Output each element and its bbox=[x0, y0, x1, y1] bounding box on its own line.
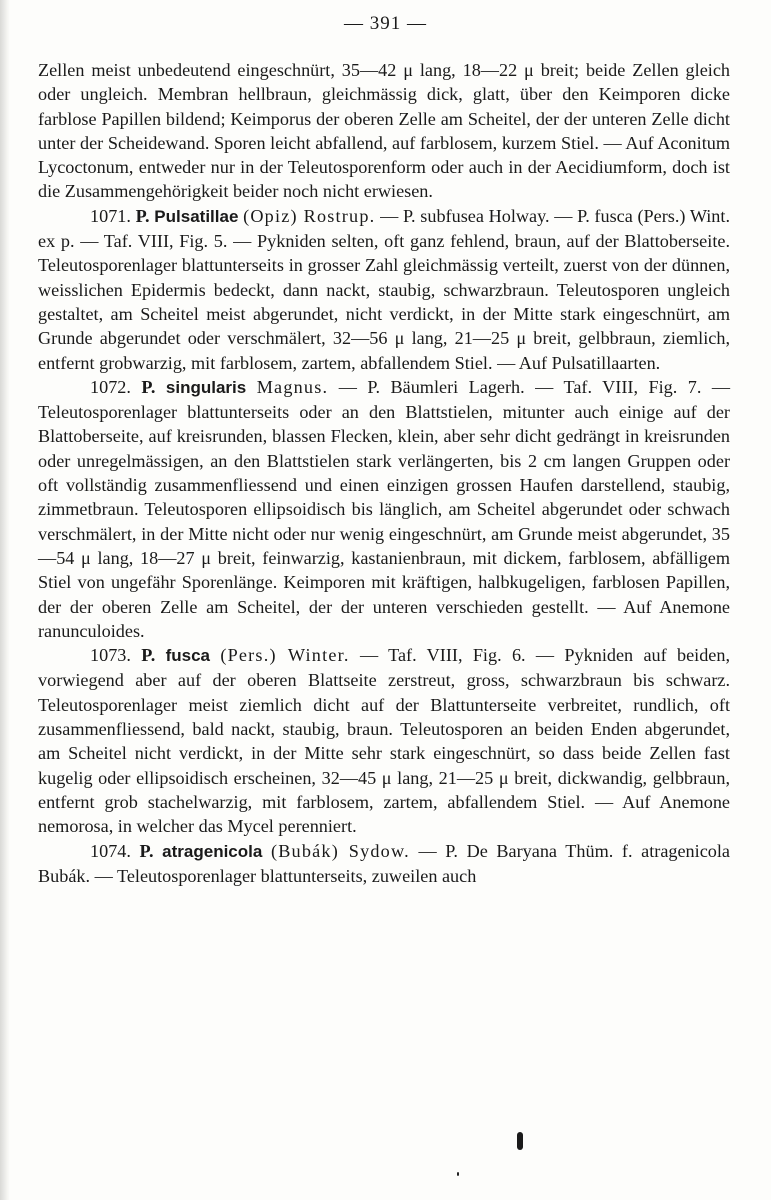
entry-number: 1071. bbox=[90, 205, 131, 226]
entry-genus: P. bbox=[135, 205, 150, 226]
entry-species: fusca bbox=[165, 646, 210, 666]
entry-genus: P. bbox=[141, 376, 156, 397]
entry-1074 bbox=[38, 839, 730, 889]
intro-paragraph: Zellen meist unbedeutend eingeschnürt, 35—42 μ lang, 18—22 μ breit; beide Zellen gleich oder ungleich. Membran hellbraun, gleichmässig dick, glatt, über den Keimporen dicke farblose Papillen bildend; Keimporus der oberen Zelle am Scheitel, der der unteren Zelle dicht unter der Scheidewand. Sporen leicht abfallend, auf farblosem, kurzem Stiel. — Auf Aconitum Lycoctonum, entweder nur in der Teleutosporenform oder auch in der Aecidiumform, doch ist die Zusammengehörigkeit beider noch nicht erwiesen. bbox=[38, 60, 730, 202]
entry-genus: P. bbox=[141, 645, 156, 666]
ink-speck bbox=[517, 1132, 523, 1150]
entry-number: 1072. bbox=[90, 376, 131, 397]
entry-author: (Bubák) Sydow. bbox=[270, 840, 410, 861]
entry-species: atragenicola bbox=[162, 841, 263, 861]
entry-number: 1074. bbox=[90, 840, 131, 861]
entry-genus: P. bbox=[139, 840, 154, 861]
entry-text: — P. De Baryana Thüm. f. atragenicola Bubák. — Teleutosporenlager blattunterseits, zuweilen auch bbox=[38, 840, 730, 886]
page-edge-shadow bbox=[0, 0, 10, 1200]
entry-author: Magnus. bbox=[256, 376, 329, 397]
text-body bbox=[38, 58, 730, 888]
entry-species: Pulsatillae bbox=[154, 206, 239, 226]
entry-species: singularis bbox=[165, 377, 247, 397]
entry-1073 bbox=[38, 643, 730, 838]
page-number: — 391 — bbox=[344, 13, 427, 34]
entry-1071 bbox=[38, 204, 730, 375]
entry-author: (Opiz) Rostrup. bbox=[243, 205, 376, 226]
entry-text: — Taf. VIII, Fig. 6. — Pykniden auf beiden, vorwiegend aber auf der oberen Blattseite zerstreut, gross, schwarzbraun bis schwarz. Teleutosporenlager meist ziemlich dicht auf der Blattunterseite verbreitet, rundlich, oft zusammenfliessend, bald nackt, staubig, braun. Teleutosporen an beiden Enden abgerundet, am Scheitel nicht verdickt, in der Mitte sehr stark eingeschnürt, so dass beide Zellen fast kugelig oder ellipsoidisch erscheinen, 32—45 μ lang, 21—25 μ breit, dickwandig, gelbbraun, entfernt grob stachelwarzig, mit farblosem, zartem, abfallendem Stiel. — Auf Anemone nemorosa, in welcher das Mycel perenniert. bbox=[38, 645, 731, 837]
entry-text: — P. subfusea Holway. — P. fusca (Pers.) Wint. ex p. — Taf. VIII, Fig. 5. — Pykniden selten, oft ganz fehlend, braun, auf der Blattoberseite. Teleutosporenlager blattunterseits in grosser Zahl gleichmässig verteilt, zuerst von der dünnen, weisslichen Epidermis bedeckt, dann nackt, staubig, schwarzbraun. Teleutosporen ungleich gestaltet, am Scheitel meist abgerundet, nicht verdickt, in der Mitte stark eingeschnürt, am Grunde abgerundet oder verschmälert, 32—56 μ lang, 21—25 μ breit, gelbbraun, ziemlich, entfernt grobwarzig, mit farblosem, zartem, abfallendem Stiel. — Auf Pulsatillaarten. bbox=[38, 205, 730, 373]
entry-1072 bbox=[38, 375, 730, 643]
entry-author: (Pers.) Winter. bbox=[220, 645, 350, 666]
ink-speck bbox=[457, 1172, 459, 1176]
entry-number: 1073. bbox=[90, 645, 131, 666]
entry-text: — P. Bäumleri Lagerh. — Taf. VIII, Fig. 7. — Teleutosporenlager blattunterseits oder an den Blattstielen, mitunter auch einige auf der Blattoberseite, auf kreisrunden, blassen Flecken, klein, aber sehr dicht gedrängt in kreisrunden oder unregelmässigen, an den Blattstielen stark verlängerten, bis 2 cm langen Gruppen oder oft vollständig zusammenfliessend und einen einzigen grossen Haufen darstellend, staubig, zimmetbraun. Teleutosporen ellipsoidisch bis länglich, am Scheitel abgerundet oder schwach verschmälert, in der Mitte nicht oder nur wenig eingeschnürt, am Grunde meist abgerundet, 35—54 μ lang, 18—27 μ breit, feinwarzig, kastanienbraun, mit dickem, farblosem, abfälligem Stiel von ungefähr Sporenlänge. Keimporen mit kräftigen, halbkugeligen, farblosen Papillen, der der oberen Zelle am Scheitel, der der unteren verschieden gestellt. — Auf Anemone ranunculoides. bbox=[38, 376, 731, 641]
